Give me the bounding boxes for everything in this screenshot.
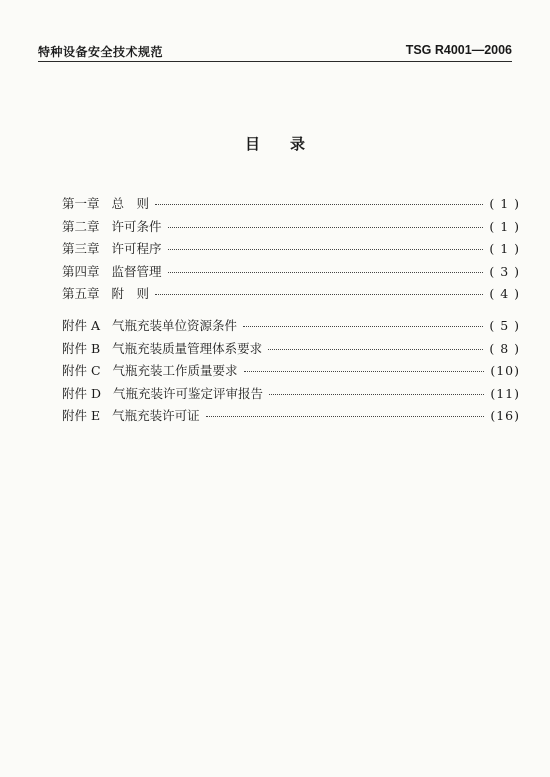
toc-entry-page: (10) — [490, 363, 520, 378]
toc-entry-page: (11) — [490, 385, 520, 401]
toc-entry-label: 附件 B — [62, 340, 101, 356]
toc-entry — [62, 405, 520, 428]
toc-entry-label: 第三章 — [62, 241, 100, 256]
toc-leader-dots — [155, 294, 483, 295]
toc-entry-label: 第一章 — [62, 196, 100, 211]
toc-leader-dots — [268, 349, 483, 350]
toc-entry — [62, 261, 520, 284]
toc-entry — [62, 360, 520, 383]
header-spec-category: 特种设备安全技术规范 — [38, 45, 164, 59]
toc-leader-dots — [168, 272, 484, 273]
toc-entry-title: 气瓶充装许可鉴定评审报告 — [113, 385, 264, 401]
toc-leader-dots — [243, 326, 483, 327]
toc-entry-label: 第二章 — [62, 218, 100, 234]
toc-entry-title: 总 则 — [111, 196, 150, 211]
toc-entry-title: 许可程序 — [111, 241, 162, 256]
toc-entry-title: 监督管理 — [111, 263, 162, 279]
toc-entry-title: 许可条件 — [111, 218, 162, 234]
toc-entry — [62, 383, 520, 406]
toc-appendices — [62, 315, 520, 428]
toc-entry-label: 附件 A — [62, 318, 101, 333]
toc-chapters — [62, 193, 520, 306]
toc-leader-dots — [206, 416, 485, 417]
toc-leader-dots — [244, 371, 485, 372]
toc-entry-title: 气瓶充装单位资源条件 — [112, 318, 238, 333]
toc-entry-title: 附 则 — [111, 286, 150, 301]
toc-entry-page: ( 5 ) — [489, 318, 520, 333]
toc-leader-dots — [168, 249, 484, 250]
toc-entry — [62, 216, 520, 239]
toc-entry-label: 附件 C — [62, 363, 101, 378]
page-header — [38, 41, 512, 62]
toc-entry — [62, 193, 520, 216]
toc-entry-page: ( 1 ) — [489, 218, 520, 234]
toc-entry-title: 气瓶充装质量管理体系要求 — [112, 340, 263, 356]
header-standard-code: TSG R4001—2006 — [405, 43, 512, 57]
toc-entry-label: 第五章 — [62, 286, 100, 301]
toc-entry — [62, 338, 520, 361]
toc-heading: 目录 — [244, 135, 335, 153]
toc-entry-label: 附件 D — [62, 385, 101, 401]
toc-entry-label: 附件 E — [62, 408, 101, 423]
toc-entry-title: 气瓶充装许可证 — [112, 408, 200, 423]
toc-leader-dots — [269, 394, 484, 395]
toc-entry-label: 第四章 — [62, 263, 100, 279]
toc-entry-page: ( 4 ) — [489, 286, 520, 301]
toc-leader-dots — [155, 204, 483, 205]
toc-entry-title: 气瓶充装工作质量要求 — [112, 363, 238, 378]
toc-entry-page: (16) — [490, 408, 520, 423]
toc-entry-page: ( 1 ) — [489, 241, 520, 256]
toc-entry — [62, 315, 520, 338]
toc-leader-dots — [168, 227, 484, 228]
toc-entry — [62, 238, 520, 261]
toc-entry-page: ( 8 ) — [489, 340, 520, 356]
toc-entry — [62, 283, 520, 306]
toc-entry-page: ( 3 ) — [489, 263, 520, 279]
toc-entry-page: ( 1 ) — [489, 196, 520, 211]
